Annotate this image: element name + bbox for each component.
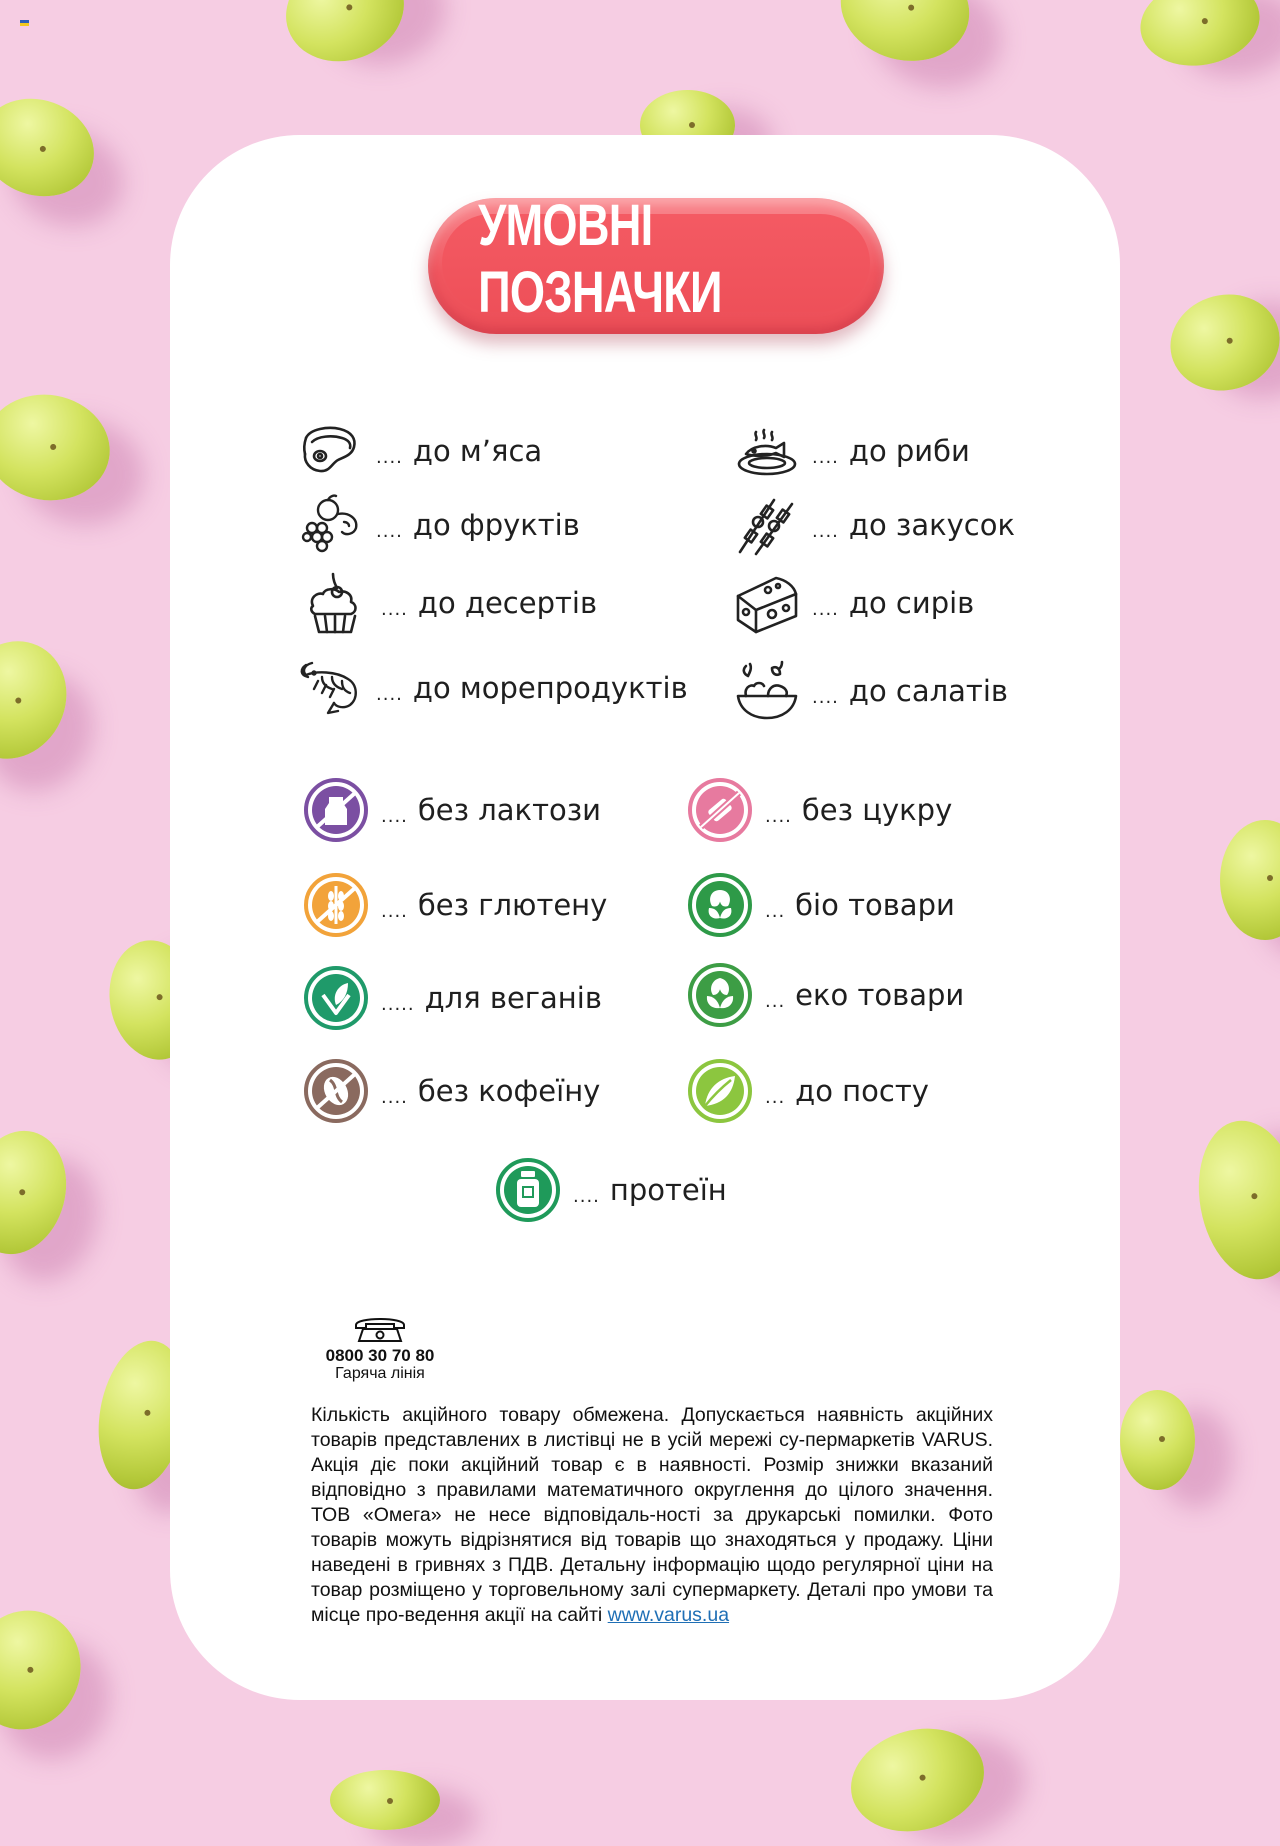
legend-item-fruits [298, 492, 580, 558]
legend-item-seafood [298, 655, 688, 721]
legend-label: до фруктів [412, 508, 580, 542]
dots-leader: .... [765, 805, 792, 827]
grape-decoration [0, 83, 108, 212]
dots-leader: .... [812, 686, 839, 708]
disclaimer-text [311, 1403, 993, 1628]
lactose-free-icon [303, 777, 369, 843]
sugar-free-icon [687, 777, 753, 843]
hotline-number: 0800 30 70 80 [325, 1346, 435, 1365]
dots-leader: ... [765, 1086, 786, 1108]
dots-leader: .... [812, 446, 839, 468]
grape-decoration [272, 0, 419, 78]
shrimp-icon [298, 655, 364, 721]
grape-decoration [839, 1714, 995, 1846]
legend-label: до десертів [417, 586, 598, 620]
grape-decoration [829, 0, 982, 75]
dots-leader: .... [381, 900, 408, 922]
legend-label: до посту [795, 1074, 929, 1108]
legend-label: протеїн [609, 1173, 727, 1207]
legend-item-salads [734, 658, 1008, 724]
title-banner [428, 193, 884, 334]
bio-products-icon [687, 872, 753, 938]
legend-item-sugar-free [687, 777, 952, 843]
grape-decoration [1220, 820, 1280, 940]
disclaimer-body: Кількість акційного товару обмежена. Допускається наявність акційних товарів представлених в листівці не в усій мережі су-пермаркетів VARUS. Акція діє поки акційний товар є в наявності. Розмір знижки вказаний відповідно з правилами математичного округлення до цілого значення. ТОВ «Омега» не несе відповідаль-ності за друкарські помилки. Фото товарів можуть відрізнятися від товарів що знаходяться у продажу. Ціни наведені в гривнях з ПДВ. Детальну інформацію щодо регулярної ціни на товар розміщено у торговельному залі супермаркету. Деталі про умови та місце про-ведення акції на сайті [311, 1404, 993, 1626]
dots-leader: .... [812, 598, 839, 620]
dots-leader: .... [381, 1086, 408, 1108]
grape-decoration [1120, 1390, 1195, 1490]
grape-decoration [0, 623, 85, 776]
grape-decoration [330, 1770, 440, 1830]
legend-item-lactose-free [303, 777, 601, 843]
dots-leader: .... [376, 520, 403, 542]
dots-leader: .... [573, 1185, 600, 1207]
legend-label: до сирів [848, 586, 975, 620]
dots-leader: .... [376, 683, 403, 705]
legend-label: без глютену [417, 888, 608, 922]
grape-decoration [1134, 0, 1267, 75]
legend-label: біо товари [795, 888, 955, 922]
dots-leader: ..... [381, 993, 415, 1015]
legend-label: без кофеїну [417, 1074, 601, 1108]
hotline-block [310, 1315, 450, 1382]
fruits-icon [298, 492, 364, 558]
caffeine-free-icon [303, 1058, 369, 1124]
dots-leader: .... [376, 446, 403, 468]
legend-item-snacks [734, 492, 1015, 558]
grape-decoration [1160, 282, 1280, 402]
cupcake-icon [303, 570, 369, 636]
grape-decoration [1187, 1113, 1280, 1288]
dots-leader: ... [765, 900, 786, 922]
dots-leader: .... [381, 805, 408, 827]
legend-label: до риби [848, 434, 970, 468]
legend-label: до м’яса [412, 434, 543, 468]
hotline-label: Гаряча лінія [335, 1365, 425, 1382]
gluten-free-icon [303, 872, 369, 938]
dots-leader: ... [765, 990, 786, 1012]
legend-item-lent [687, 1058, 929, 1124]
vegan-icon [303, 965, 369, 1031]
grape-decoration [0, 1595, 97, 1745]
eco-products-icon [687, 962, 753, 1028]
legend-item-caffeine-free [303, 1058, 600, 1124]
legend-item-fish [734, 418, 970, 484]
country-flag-icon [20, 20, 29, 26]
legend-item-vegan [303, 965, 602, 1031]
legend-item-eco [687, 962, 964, 1028]
legend-item-protein [495, 1157, 727, 1223]
cheese-icon [734, 570, 800, 636]
fish-plate-icon [734, 418, 800, 484]
page-title: УМОВНІ ПОЗНАЧКИ [478, 193, 722, 325]
dots-leader: .... [381, 598, 408, 620]
salad-bowl-icon [734, 658, 800, 724]
legend-item-cheese [734, 570, 974, 636]
steak-icon [298, 418, 364, 484]
telephone-icon [353, 1315, 407, 1343]
lent-icon [687, 1058, 753, 1124]
legend-label: без лактози [417, 793, 601, 827]
grape-decoration [0, 385, 118, 510]
skewers-icon [734, 492, 800, 558]
grape-decoration [0, 1120, 80, 1265]
legend-label: до салатів [848, 674, 1008, 708]
website-link[interactable]: www.varus.ua [607, 1604, 730, 1626]
legend-label: без цукру [801, 793, 953, 827]
legend-label: еко товари [795, 978, 965, 1012]
legend-item-bio [687, 872, 955, 938]
legend-item-meat [298, 418, 542, 484]
legend-item-desserts [303, 570, 597, 636]
protein-icon [495, 1157, 561, 1223]
legend-label: для веганів [424, 981, 602, 1015]
legend-item-gluten-free [303, 872, 607, 938]
legend-label: до закусок [848, 508, 1015, 542]
dots-leader: .... [812, 520, 839, 542]
legend-label: до морепродуктів [412, 671, 688, 705]
